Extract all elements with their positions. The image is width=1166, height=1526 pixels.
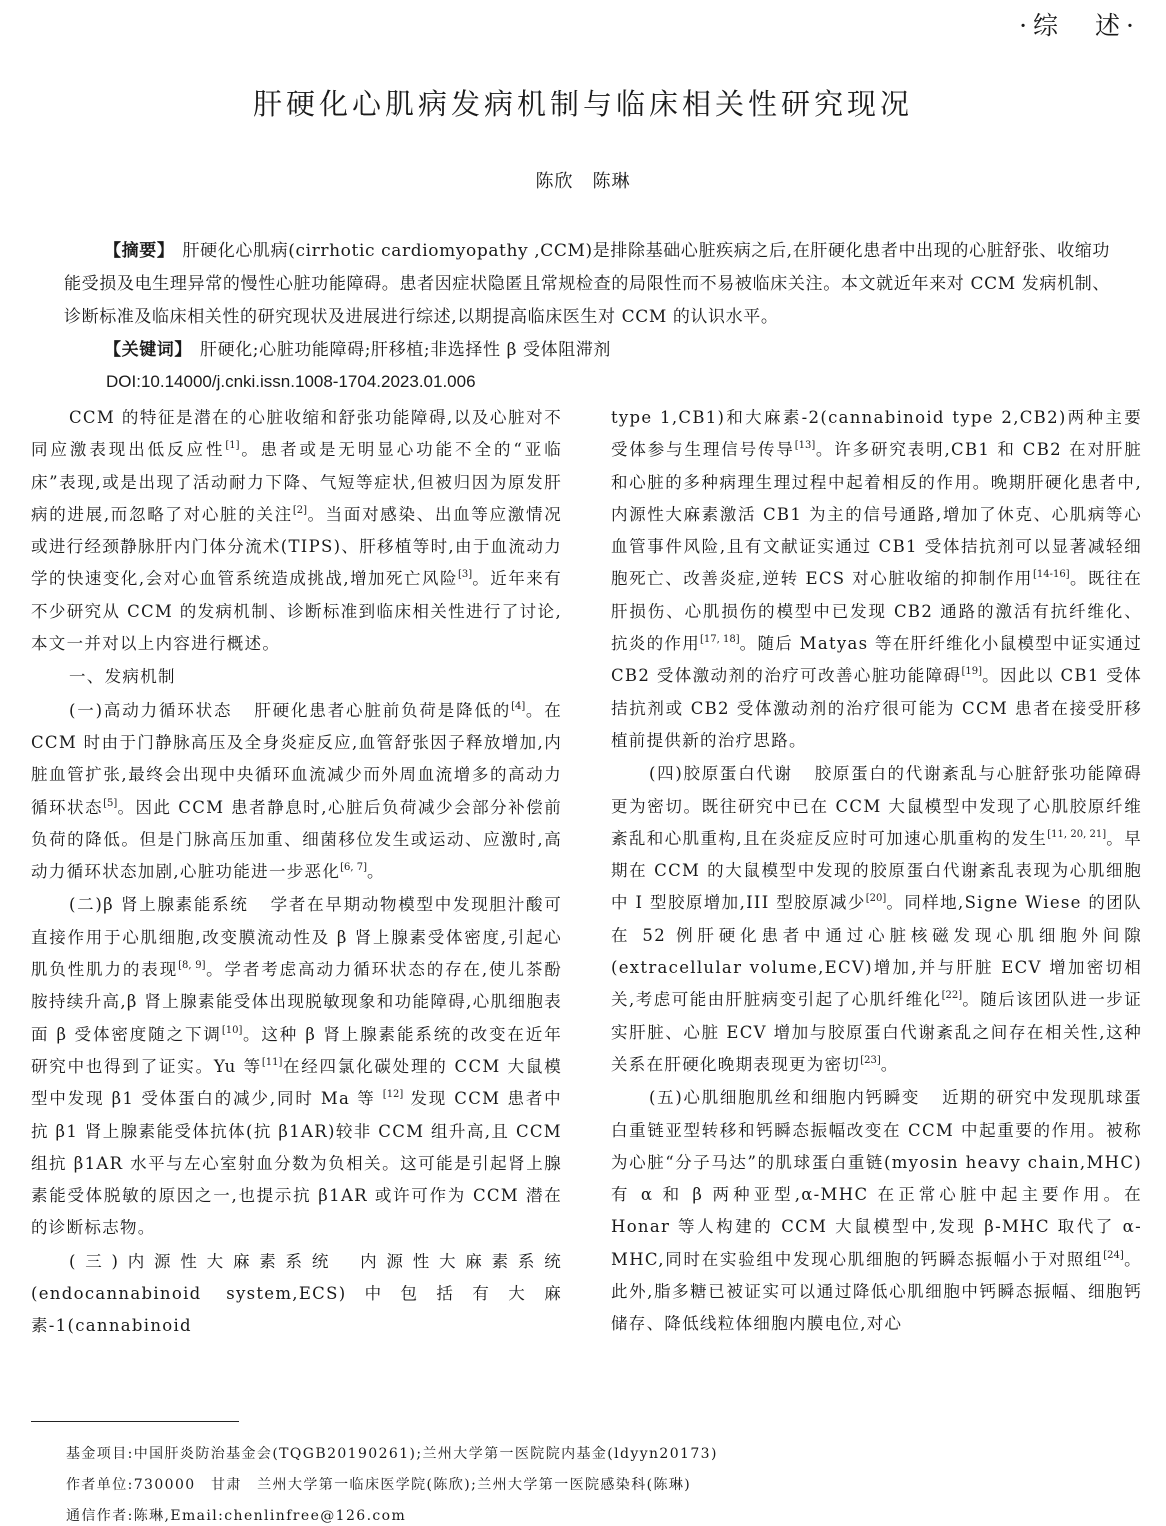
keywords-text: 肝硬化;心脏功能障碍;肝移植;非选择性 β 受体阻滞剂 <box>200 340 612 360</box>
paragraph-myofilament-calcium: (五)心肌细胞肌丝和细胞内钙瞬变 近期的研究中发现肌球蛋白重链亚型转移和钙瞬态振幅改变在 CCM 中起重要的作用。被称为心脏“分子马达”的肌球蛋白重链(myosin heavy chain,MHC)有 α 和 β 两种亚型,α-MHC 在正常心脏中起主要作用。在 Honar 等人构建的 CCM 大鼠模型中,发现 β-MHC 取代了 α-MHC,同时在实验组中发现心肌细胞的钙瞬态振幅小于对照组[24]。此外,脂多糖已被证实可以通过降低心肌细胞中钙瞬态振幅、细胞钙储存、降低线粒体细胞内膜电位,对心 <box>611 1088 1142 1334</box>
authors: 陈欣 陈琳 <box>535 171 631 192</box>
citation: [5] <box>103 797 118 809</box>
keywords <box>64 334 1110 367</box>
footnote-affiliation: 作者单位:730000 甘肃 兰州大学第一临床医学院(陈欣);兰州大学第一医院感染科(陈琳) <box>66 1477 692 1493</box>
citation: [1] <box>225 440 240 452</box>
subsection-heading: (三)内源性大麻素系统 <box>69 1251 339 1271</box>
subsection-heading: (二)β 肾上腺素能系统 <box>69 895 249 915</box>
citation: [10] <box>221 1024 243 1036</box>
citation: [13] <box>794 440 816 452</box>
citation: [24] <box>1103 1249 1124 1261</box>
footnote-fund: 基金项目:中国肝炎防治基金会(TQGB20190261);兰州大学第一医院院内基金(ldyyn20173) <box>66 1446 718 1462</box>
right-column <box>611 402 1142 1452</box>
abstract-text: 肝硬化心肌病(cirrhotic cardiomyopathy ,CCM)是排除基础心脏疾病之后,在肝硬化患者中出现的心脏舒张、收缩功能受损及电生理异常的慢性心脏功能障碍。患者因症状隐匿且常规检查的局限性而不易被临床关注。本文就近年来对 CCM 发病机制、诊断标准及临床相关性的研究现状及进展进行综述,以期提高临床医生对 CCM 的认识水平。 <box>64 241 1110 327</box>
keywords-label: 【关键词】 <box>104 340 192 360</box>
citation: [19] <box>961 666 982 678</box>
intro-paragraph: CCM 的特征是潜在的心脏收缩和舒张功能障碍,以及心脏对不同应激表现出低反应性[1]。患者或是无明显心功能不全的“亚临床”表现,或是出现了活动耐力下降、气短等症状,但被归因为原发肝病的进展,而忽略了对心脏的关注[2]。当面对感染、出血等应激情况或进行经颈静脉肝内门体分流术(TIPS)、肝移植等时,由于血流动力学的快速变化,会对心血管系统造成挑战,增加死亡风险[3]。近年来有不少研究从 CCM 的发病机制、诊断标准到临床相关性进行了讨论,本文一并对以上内容进行概述。 <box>31 408 562 654</box>
footnote-correspondence: 通信作者:陈琳,Email:chenlinfree@126.com <box>66 1508 407 1524</box>
citation: [23] <box>860 1054 881 1066</box>
section-tag: ·综 述· <box>1019 11 1140 40</box>
article-title: 肝硬化心肌病发病机制与临床相关性研究现况 <box>252 87 913 121</box>
left-column <box>31 402 562 1417</box>
citation: [14-16] <box>1033 569 1070 581</box>
subsection-heading: (四)胶原蛋白代谢 <box>649 764 793 784</box>
paragraph-collagen: (四)胶原蛋白代谢 胶原蛋白的代谢紊乱与心脏舒张功能障碍更为密切。既往研究中已在 CCM 大鼠模型中发现了心肌胶原纤维紊乱和心肌重构,且在炎症反应时可加速心肌重构的发生[11, 20, 21]。早期在 CCM 的大鼠模型中发现的胶原蛋白代谢紊乱表现为心肌细胞中 I 型胶原增加,III 型胶原减少[20]。同样地,Signe Wiese 的团队在 52 例肝硬化患者中通过心脏核磁发现心肌细胞外间隙(extracellular volume,ECV)增加,并与肝脏 ECV 增加密切相关,考虑可能由肝脏病变引起了心肌纤维化[22]。随后该团队进一步证实肝脏、心脏 ECV 增加与胶原蛋白代谢紊乱之间存在相关性,这种关系在肝硬化晚期表现更为密切[23]。 <box>611 764 1142 1074</box>
doi: DOI:10.14000/j.cnki.issn.1008-1704.2023.01.006 <box>106 372 476 391</box>
abstract <box>64 235 1110 334</box>
subsection-heading: (五)心肌细胞肌丝和细胞内钙瞬变 <box>649 1088 921 1108</box>
citation: [20] <box>865 893 887 905</box>
section-heading: 一、发病机制 <box>69 667 176 687</box>
paragraph-beta-adrenergic: (二)β 肾上腺素能系统 学者在早期动物模型中发现胆汁酸可直接作用于心肌细胞,改变膜流动性及 β 肾上腺素受体密度,引起心肌负性肌力的表现[8, 9]。学者考虑高动力循环状态的存在,使儿茶酚胺持续升高,β 肾上腺素能受体出现脱敏现象和功能障碍,心肌细胞表面 β 受体密度随之下调[10]。这种 β 肾上腺素能系统的改变在近年研究中也得到了证实。Yu 等[11]在经四氯化碳处理的 CCM 大鼠模型中发现 β1 受体蛋白的减少,同时 Ma 等 [12] 发现 CCM 患者中抗 β1 肾上腺素能受体抗体(抗 β1AR)较非 CCM 组升高,且 CCM 组抗 β1AR 水平与左心室射血分数为负相关。这可能是引起肾上腺素能受体脱敏的原因之一,也提示抗 β1AR 或许可作为 CCM 潜在的诊断标志物。 <box>31 895 562 1238</box>
paragraph-endocannabinoid: (三)内源性大麻素系统 内源性大麻素系统(endocannabinoid system,ECS)中包括有大麻素-1(cannabinoid <box>31 1251 562 1336</box>
paragraph-hyperdynamic: (一)高动力循环状态 肝硬化患者心脏前负荷是降低的[4]。在 CCM 时由于门静脉高压及全身炎症反应,血管舒张因子释放增加,内脏血管扩张,最终会出现中央循环血流减少而外周血流增多的高动力循环状态[5]。因此 CCM 患者静息时,心脏后负荷减少会部分补偿前负荷的降低。但是门脉高压加重、细菌移位发生或运动、应激时,高动力循环状态加剧,心脏功能进一步恶化[6, 7]。 <box>31 700 562 882</box>
citation: [6, 7] <box>340 862 368 874</box>
citation: [17, 18] <box>700 634 740 646</box>
abstract-label: 【摘要】 <box>104 241 175 261</box>
subsection-heading: (一)高动力循环状态 <box>69 700 233 720</box>
citation: [22] <box>941 990 963 1002</box>
citation: [2] <box>292 504 308 516</box>
citation: [8, 9] <box>178 960 206 972</box>
footnote-divider <box>31 1421 239 1422</box>
paragraph-endocannabinoid-cont: type 1,CB1)和大麻素-2(cannabinoid type 2,CB2)两种主要受体参与生理信号传导[13]。许多研究表明,CB1 和 CB2 在对肝脏和心脏的多种病理生理过程中起着相反的作用。晚期肝硬化患者中,内源性大麻素激活 CB1 为主的信号通路,增加了休克、心肌病等心血管事件风险,且有文献证实通过 CB1 受体拮抗剂可以显著减轻细胞死亡、改善炎症,逆转 ECS 对心脏收缩的抑制作用[14-16]。既往在肝损伤、心肌损伤的模型中已发现 CB2 通路的激活有抗纤维化、抗炎的作用[17, 18]。随后 Matyas 等在肝纤维化小鼠模型中证实通过 CB2 受体激动剂的治疗可改善心脏功能障碍[19]。因此以 CB1 受体拮抗剂或 CB2 受体激动剂的治疗很可能为 CCM 患者在接受肝移植前提供新的治疗思路。 <box>611 408 1142 750</box>
citation: [3] <box>457 569 473 581</box>
citation: [11, 20, 21] <box>1047 828 1107 840</box>
citation: [4] <box>511 700 526 712</box>
citation: [11] <box>261 1056 283 1068</box>
citation: [12] <box>382 1089 404 1101</box>
abstract-block <box>64 235 1110 367</box>
